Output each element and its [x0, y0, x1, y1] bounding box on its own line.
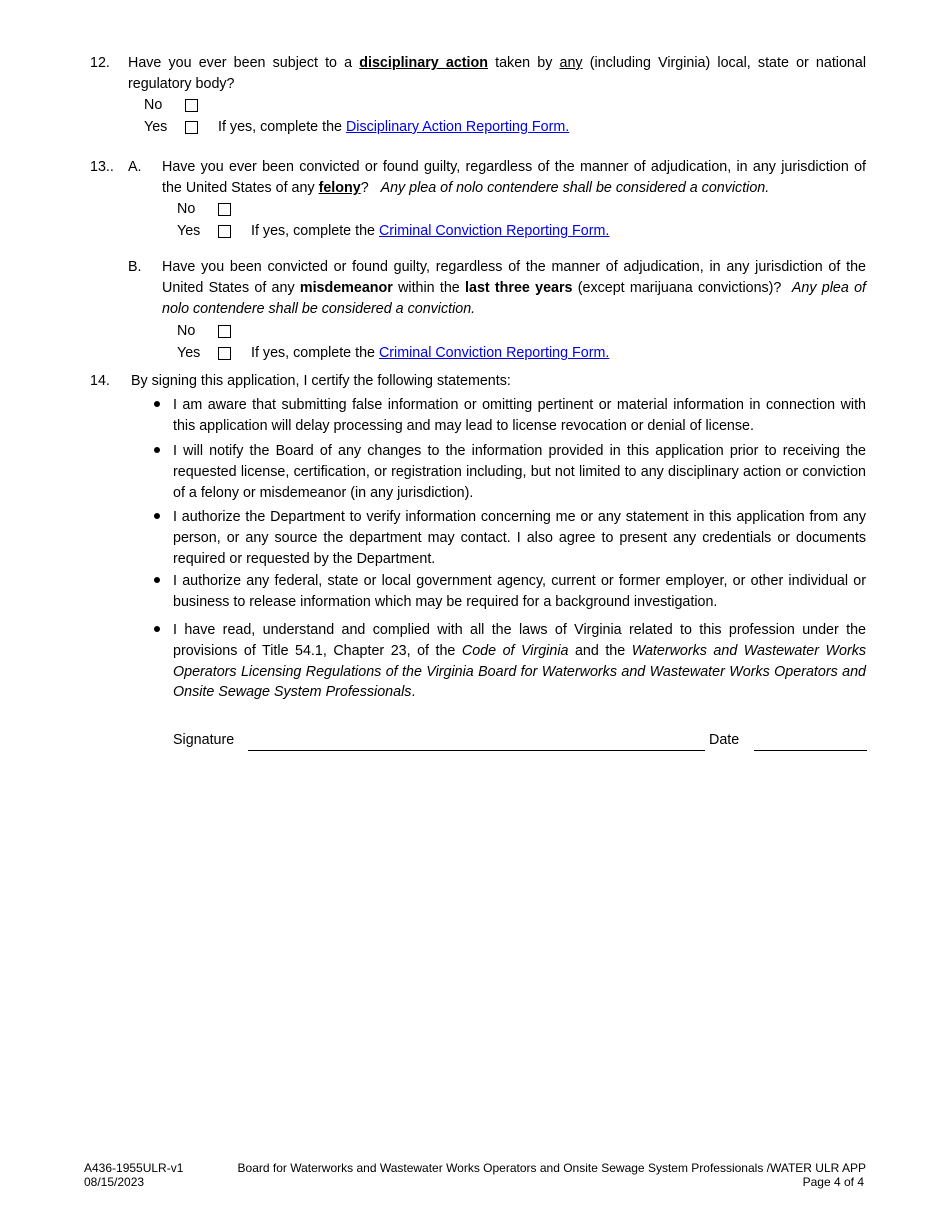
q13a-no-label: No — [177, 201, 196, 217]
q13a-yes-label: Yes — [177, 223, 201, 239]
q13a-letter: A. — [128, 159, 142, 175]
q13b-no-label: No — [177, 323, 196, 339]
q12-yes-instruction: If yes, complete the Disciplinary Action Reporting Form. — [218, 119, 570, 135]
date-line[interactable] — [754, 750, 867, 751]
q13b-question: Have you been convicted or found guilty, regardless of the manner of adjudication, in any jurisdiction of the United States of any misdemeanor within the last three years (except marijuana convictions)? Any plea of nolo contendere shall be considered a conviction. — [162, 259, 866, 317]
footer-board: Board for Waterworks and Wastewater Works Operators and Onsite Sewage System Professionals /WATER ULR APP — [237, 1161, 866, 1175]
q13a-yes-checkbox[interactable] — [218, 225, 231, 238]
signature-line[interactable] — [248, 750, 705, 751]
felony-term: felony — [318, 179, 361, 196]
bullet-3 — [154, 513, 160, 519]
q13a-no-checkbox[interactable] — [218, 203, 231, 216]
statement-1: I am aware that submitting false information or omitting pertinent or material information in connection with this application will delay processing and may lead to license revocation or denial of license. — [173, 397, 866, 434]
q13a-yes-instruction: If yes, complete the Criminal Conviction Reporting Form. — [251, 223, 610, 239]
bullet-5 — [154, 626, 160, 632]
q12-no-label: No — [144, 97, 163, 113]
q12-question: Have you ever been subject to a disciplinary action taken by any (including Virginia) local, state or national regulatory body? — [128, 55, 867, 92]
footer-page-number: Page 4 of 4 — [802, 1175, 864, 1189]
q12-number: 12. — [90, 55, 110, 71]
date-label: Date — [709, 732, 740, 748]
footer-form-id: A436-1955ULR-v1 — [84, 1161, 184, 1175]
misdemeanor-term: misdemeanor — [299, 279, 393, 296]
footer-form-date: 08/15/2023 — [84, 1175, 145, 1189]
signature-label: Signature — [173, 732, 235, 748]
q13b-yes-checkbox[interactable] — [218, 347, 231, 360]
disciplinary-action-form-link[interactable]: Disciplinary Action Reporting Form. — [345, 119, 570, 135]
q13-number: 13.. — [90, 159, 114, 175]
statement-5: I have read, understand and complied with all the laws of Virginia related to this profession under the provisions of Title 54.1, Chapter 23, of the Code of Virginia and the Waterworks and Wastewater Works Operators Licensing Regulations of the Virginia Board for Waterworks and Wastewater Works Operators and Onsite Sewage System Professionals. — [173, 622, 867, 701]
last-three-years-term: last three years — [465, 279, 573, 296]
disciplinary-action-term: disciplinary action — [359, 55, 488, 71]
q13b-yes-label: Yes — [177, 345, 201, 361]
q13a-question: Have you ever been convicted or found guilty, regardless of the manner of adjudication, in any jurisdiction of the United States of any felony? Any plea of nolo contendere shall be considered a conviction. — [162, 159, 866, 196]
q12-yes-label: Yes — [144, 119, 168, 135]
q13b-no-checkbox[interactable] — [218, 325, 231, 338]
bullet-4 — [154, 577, 160, 583]
q13b-letter: B. — [128, 259, 142, 275]
bullet-2 — [154, 447, 160, 453]
q12-no-checkbox[interactable] — [185, 99, 198, 112]
q12-yes-checkbox[interactable] — [185, 121, 198, 134]
q14-intro: By signing this application, I certify the following statements: — [131, 373, 511, 389]
statement-2: I will notify the Board of any changes to the information provided in this application prior to receiving the requested license, certification, or registration including, but not limited to any disciplinary action or conviction of a felony or misdemeanor (in any jurisdiction). — [173, 443, 866, 501]
criminal-conviction-form-link-b[interactable]: Criminal Conviction Reporting Form. — [378, 345, 610, 361]
criminal-conviction-form-link-a[interactable]: Criminal Conviction Reporting Form. — [378, 223, 610, 239]
statement-3: I authorize the Department to verify information concerning me or any statement in this application from any person, or any source the department may contact. I also agree to present any credentials or documents required or requested by the Department. — [173, 509, 866, 567]
statement-4: I authorize any federal, state or local government agency, current or former employer, or other individual or business to release information which may be required for a background investigation. — [173, 573, 866, 610]
q13b-yes-instruction: If yes, complete the Criminal Conviction Reporting Form. — [251, 345, 610, 361]
q14-number: 14. — [90, 373, 110, 389]
bullet-1 — [154, 401, 160, 407]
